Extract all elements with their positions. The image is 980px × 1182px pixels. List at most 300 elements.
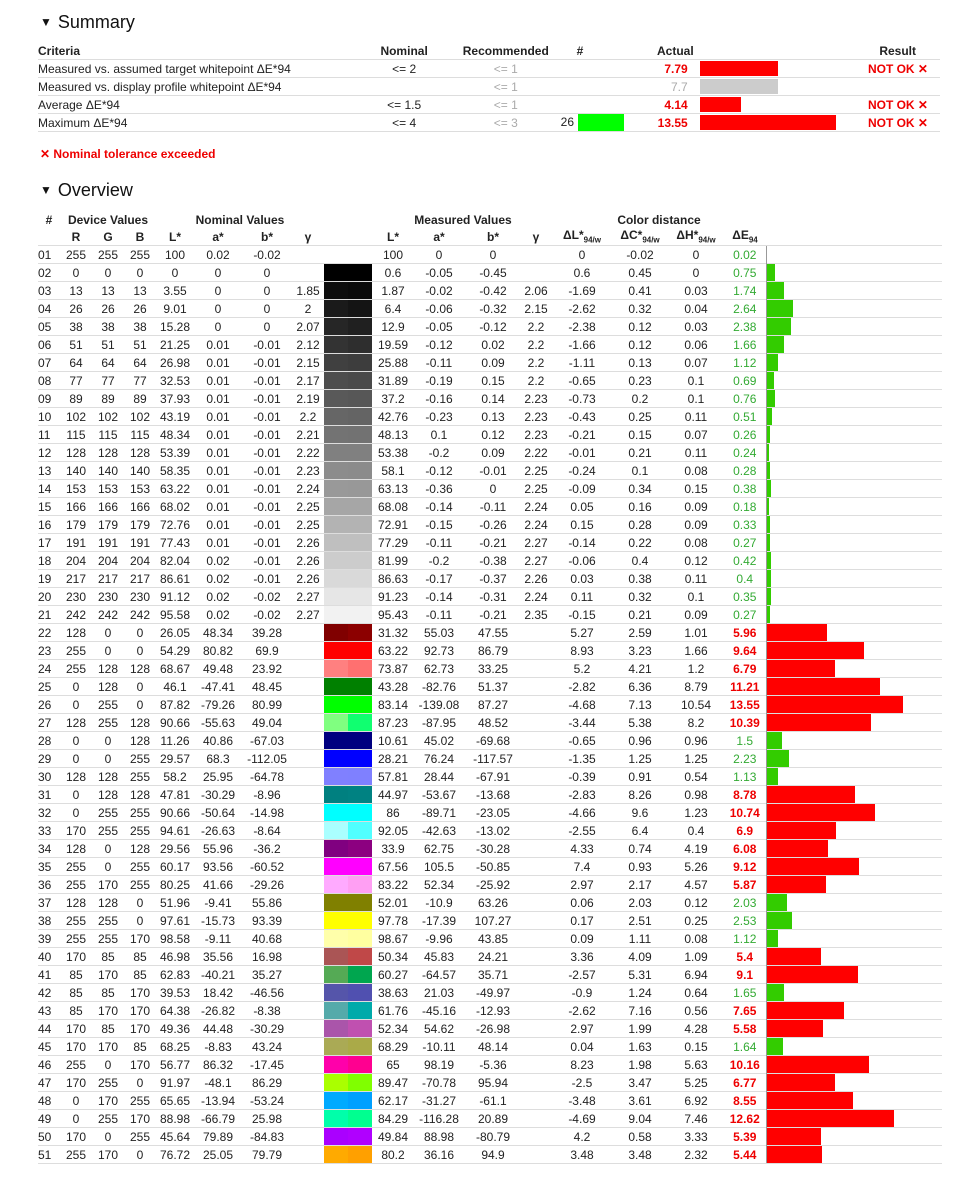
patch-num: 46 — [38, 1056, 60, 1074]
nominal-a-cell: -50.64 — [194, 804, 242, 822]
measured-gamma-cell — [520, 696, 552, 714]
color-swatch — [324, 732, 374, 750]
delta-e-bar — [767, 354, 778, 371]
patch-num: 41 — [38, 966, 60, 984]
nominal-l-cell: 37.93 — [156, 390, 194, 408]
delta-h-cell: 0.03 — [668, 282, 724, 300]
measured-b-cell: 48.14 — [466, 1038, 520, 1056]
delta-h-cell: 0.09 — [668, 606, 724, 624]
measured-l-cell: 86.63 — [374, 570, 412, 588]
delta-e-cell: 6.77 — [724, 1074, 766, 1092]
delta-e-bar-cell — [766, 1110, 942, 1128]
table-row — [38, 336, 942, 354]
nominal-l-cell: 94.61 — [156, 822, 194, 840]
result-cell: NOT OK ✕ — [773, 60, 940, 78]
nominal-b-cell: 80.99 — [242, 696, 292, 714]
measured-b-cell: -0.38 — [466, 552, 520, 570]
measured-swatch — [348, 246, 372, 263]
nominal-l-cell: 80.25 — [156, 876, 194, 894]
delta-c-cell: 0.2 — [612, 390, 668, 408]
delta-l-cell: -0.39 — [552, 768, 612, 786]
nominal-l-cell: 29.56 — [156, 840, 194, 858]
delta-e-bar — [767, 390, 775, 407]
g-cell: 0 — [92, 732, 124, 750]
nominal-b-cell: -0.01 — [242, 444, 292, 462]
measured-gamma-cell: 2.27 — [520, 552, 552, 570]
nominal-swatch — [324, 732, 348, 749]
r-cell: 38 — [60, 318, 92, 336]
measured-swatch — [348, 1056, 372, 1073]
nominal-b-cell: -67.03 — [242, 732, 292, 750]
delta-e-bar-cell — [766, 768, 942, 786]
delta-e-bar-cell — [766, 246, 942, 264]
measured-a-cell: -0.11 — [412, 606, 466, 624]
nominal-l-cell: 53.39 — [156, 444, 194, 462]
nominal-swatch — [324, 894, 348, 911]
nominal-swatch — [324, 840, 348, 857]
delta-c-cell: 1.98 — [612, 1056, 668, 1074]
nominal-swatch — [324, 948, 348, 965]
table-row — [38, 354, 942, 372]
patch-num: 51 — [38, 1146, 60, 1164]
nominal-l-cell: 63.22 — [156, 480, 194, 498]
nominal-b-cell: -0.01 — [242, 570, 292, 588]
table-row — [38, 984, 942, 1002]
measured-l-cell: 65 — [374, 1056, 412, 1074]
g-cell: 89 — [92, 390, 124, 408]
measured-swatch — [348, 1146, 372, 1163]
measured-gamma-cell: 2.24 — [520, 498, 552, 516]
b-cell: 0 — [124, 912, 156, 930]
nominal-l-cell: 39.53 — [156, 984, 194, 1002]
delta-c-cell: 1.24 — [612, 984, 668, 1002]
delta-e-cell: 13.55 — [724, 696, 766, 714]
actual-bar-cell — [694, 78, 773, 96]
table-row — [38, 498, 942, 516]
actual-bar-cell — [694, 114, 773, 132]
nominal-l-cell: 68.67 — [156, 660, 194, 678]
delta-e-bar — [767, 804, 875, 821]
nominal-a-cell: 49.48 — [194, 660, 242, 678]
delta-e-cell: 1.5 — [724, 732, 766, 750]
delta-l-cell: -4.69 — [552, 1110, 612, 1128]
nominal-swatch — [324, 786, 348, 803]
patch-num: 47 — [38, 1074, 60, 1092]
nominal-a-cell: 0 — [194, 318, 242, 336]
measured-a-cell: 0.1 — [412, 426, 466, 444]
measured-l-cell: 58.1 — [374, 462, 412, 480]
delta-e-bar — [767, 1020, 823, 1037]
measured-l-cell: 73.87 — [374, 660, 412, 678]
patch-num: 44 — [38, 1020, 60, 1038]
r-cell: 255 — [60, 1056, 92, 1074]
r-cell: 170 — [60, 1038, 92, 1056]
measured-a-cell: 21.03 — [412, 984, 466, 1002]
delta-e-bar-cell — [766, 1146, 942, 1164]
nominal-swatch — [324, 372, 348, 389]
measured-l-cell: 80.2 — [374, 1146, 412, 1164]
measured-l-cell: 42.76 — [374, 408, 412, 426]
summary-row — [38, 78, 940, 96]
delta-e-bar-cell — [766, 732, 942, 750]
delta-e-cell: 0.26 — [724, 426, 766, 444]
g-cell: 0 — [92, 1128, 124, 1146]
measured-swatch — [348, 786, 372, 803]
delta-e-bar — [767, 570, 771, 587]
nominal-swatch — [324, 444, 348, 461]
nominal-swatch — [324, 516, 348, 533]
delta-h-cell: 6.92 — [668, 1092, 724, 1110]
delta-l-cell: 4.2 — [552, 1128, 612, 1146]
delta-e-bar — [767, 1128, 821, 1145]
delta-l-cell: -2.62 — [552, 300, 612, 318]
measured-a-cell: -0.16 — [412, 390, 466, 408]
measured-b-cell: -23.05 — [466, 804, 520, 822]
delta-e-cell: 7.65 — [724, 1002, 766, 1020]
g-cell: 170 — [92, 876, 124, 894]
measured-b-cell: 0.09 — [466, 354, 520, 372]
delta-e-cell: 6.79 — [724, 660, 766, 678]
delta-l-cell: 0.04 — [552, 1038, 612, 1056]
b-cell: 85 — [124, 966, 156, 984]
nominal-a-cell: -13.94 — [194, 1092, 242, 1110]
nominal-swatch — [324, 966, 348, 983]
recommended-header: Recommended — [462, 43, 549, 58]
delta-e-bar-cell — [766, 408, 942, 426]
patch-num: 49 — [38, 1110, 60, 1128]
color-swatch — [324, 948, 374, 966]
measured-l-cell: 68.29 — [374, 1038, 412, 1056]
delta-c-cell: 0.32 — [612, 588, 668, 606]
patch-num: 17 — [38, 534, 60, 552]
delta-e-bar-cell — [766, 678, 942, 696]
recommended-cell: <= 1 — [451, 96, 561, 114]
delta-e-cell: 9.12 — [724, 858, 766, 876]
delta-e-bar-cell — [766, 840, 942, 858]
nominal-b-cell: -8.38 — [242, 1002, 292, 1020]
nominal-l-cell: 88.98 — [156, 1110, 194, 1128]
b-cell: 170 — [124, 1056, 156, 1074]
nominal-a-cell: 0.01 — [194, 444, 242, 462]
measured-b-cell: -0.26 — [466, 516, 520, 534]
delta-e-header: $\Delta E_{94}$ — [732, 228, 758, 245]
delta-l-cell: -0.09 — [552, 480, 612, 498]
measured-a-cell: -31.27 — [412, 1092, 466, 1110]
measured-a-cell: -0.02 — [412, 282, 466, 300]
color-swatch — [324, 1038, 374, 1056]
delta-c-cell: 0.91 — [612, 768, 668, 786]
g-header: G — [103, 229, 113, 244]
r-cell: 128 — [60, 894, 92, 912]
b-cell: 128 — [124, 840, 156, 858]
nominal-l-header: L* — [169, 229, 181, 244]
b-cell: 0 — [124, 894, 156, 912]
nominal-l-cell: 48.34 — [156, 426, 194, 444]
nominal-swatch — [324, 552, 348, 569]
patch-num: 18 — [38, 552, 60, 570]
nominal-b-cell: -8.64 — [242, 822, 292, 840]
delta-h-cell: 6.94 — [668, 966, 724, 984]
b-cell: 0 — [124, 624, 156, 642]
nominal-l-cell: 62.83 — [156, 966, 194, 984]
measured-b-cell: -0.12 — [466, 318, 520, 336]
delta-e-bar-cell — [766, 804, 942, 822]
overview-heading[interactable]: ▼ Overview — [40, 180, 133, 200]
b-cell: 170 — [124, 930, 156, 948]
nominal-a-cell: 0.02 — [194, 606, 242, 624]
measured-b-cell: 43.85 — [466, 930, 520, 948]
nominal-b-cell: 40.68 — [242, 930, 292, 948]
delta-l-cell: -0.01 — [552, 444, 612, 462]
delta-h-cell: 3.33 — [668, 1128, 724, 1146]
nominal-b-header: b* — [261, 229, 273, 244]
measured-swatch — [348, 840, 372, 857]
nominal-b-cell: 16.98 — [242, 948, 292, 966]
nominal-a-cell: 93.56 — [194, 858, 242, 876]
nominal-b-cell: 0 — [242, 318, 292, 336]
nominal-a-cell: 18.42 — [194, 984, 242, 1002]
nominal-l-cell: 26.98 — [156, 354, 194, 372]
nominal-a-cell: 0.01 — [194, 462, 242, 480]
nominal-gamma-cell — [292, 660, 324, 678]
table-row — [38, 624, 942, 642]
nominal-l-cell: 3.55 — [156, 282, 194, 300]
measured-l-cell: 95.43 — [374, 606, 412, 624]
r-cell: 255 — [60, 246, 92, 264]
nominal-swatch — [324, 282, 348, 299]
measured-swatch — [348, 462, 372, 479]
delta-h-cell: 0.25 — [668, 912, 724, 930]
measured-b-header: b* — [487, 229, 499, 244]
delta-h-cell: 7.46 — [668, 1110, 724, 1128]
measured-b-cell: -49.97 — [466, 984, 520, 1002]
b-cell: 230 — [124, 588, 156, 606]
nominal-gamma-header: γ — [304, 229, 312, 244]
measured-b-cell: -0.37 — [466, 570, 520, 588]
g-cell: 230 — [92, 588, 124, 606]
recommended-cell: <= 3 — [451, 114, 561, 132]
g-cell: 128 — [92, 678, 124, 696]
delta-e-bar — [767, 282, 784, 299]
nominal-l-cell: 72.76 — [156, 516, 194, 534]
nominal-swatch — [324, 570, 348, 587]
nominal-a-cell: -15.73 — [194, 912, 242, 930]
patch-num: 27 — [38, 714, 60, 732]
measured-gamma-cell: 2.06 — [520, 282, 552, 300]
measured-gamma-header: γ — [532, 229, 540, 244]
nominal-swatch — [324, 300, 348, 317]
color-swatch — [324, 534, 374, 552]
patch-num: 28 — [38, 732, 60, 750]
measured-swatch — [348, 606, 372, 623]
delta-l-cell: -2.55 — [552, 822, 612, 840]
delta-l-cell: -0.73 — [552, 390, 612, 408]
delta-e-bar — [767, 1002, 844, 1019]
color-swatch — [324, 390, 374, 408]
measured-l-cell: 68.08 — [374, 498, 412, 516]
nominal-l-cell: 21.25 — [156, 336, 194, 354]
criteria-cell: Maximum ΔE*94 — [38, 114, 357, 132]
nominal-gamma-cell: 2.17 — [292, 372, 324, 390]
color-swatch — [324, 1020, 374, 1038]
delta-e-bar — [767, 660, 835, 677]
delta-e-bar — [767, 840, 828, 857]
criteria-cell: Measured vs. assumed target whitepoint ΔE*94 — [38, 60, 357, 78]
nominal-l-cell: 58.2 — [156, 768, 194, 786]
delta-e-bar — [767, 750, 789, 767]
nominal-l-cell: 68.02 — [156, 498, 194, 516]
overview-table — [38, 211, 942, 1164]
measured-a-cell: -0.15 — [412, 516, 466, 534]
measured-l-cell: 97.78 — [374, 912, 412, 930]
nominal-l-cell: 32.53 — [156, 372, 194, 390]
delta-e-bar-cell — [766, 372, 942, 390]
measured-a-cell: -82.76 — [412, 678, 466, 696]
patch-num: 50 — [38, 1128, 60, 1146]
delta-e-bar-cell — [766, 822, 942, 840]
delta-c-cell: 0.21 — [612, 444, 668, 462]
nominal-l-cell: 90.66 — [156, 804, 194, 822]
table-row — [38, 1074, 942, 1092]
nominal-l-cell: 90.66 — [156, 714, 194, 732]
nominal-l-cell: 68.25 — [156, 1038, 194, 1056]
measured-swatch — [348, 876, 372, 893]
delta-e-bar-cell — [766, 498, 942, 516]
collapse-triangle-icon[interactable]: ▼ — [40, 15, 52, 29]
measured-b-cell: 0 — [466, 480, 520, 498]
measured-a-cell: 62.73 — [412, 660, 466, 678]
delta-e-cell: 5.96 — [724, 624, 766, 642]
measured-a-cell: 76.24 — [412, 750, 466, 768]
r-cell: 255 — [60, 1146, 92, 1164]
table-row — [38, 390, 942, 408]
delta-l-cell: 0.06 — [552, 894, 612, 912]
delta-l-cell: -0.06 — [552, 552, 612, 570]
nominal-a-cell: 0 — [194, 300, 242, 318]
delta-e-bar — [767, 1110, 894, 1127]
delta-c-cell: 0.21 — [612, 606, 668, 624]
measured-swatch — [348, 372, 372, 389]
nominal-swatch — [324, 678, 348, 695]
measured-a-cell: -0.05 — [412, 264, 466, 282]
nominal-b-cell: -0.02 — [242, 606, 292, 624]
nominal-gamma-cell: 1.85 — [292, 282, 324, 300]
r-cell: 0 — [60, 264, 92, 282]
r-cell: 170 — [60, 948, 92, 966]
nominal-swatch — [324, 984, 348, 1001]
measured-a-cell: -0.2 — [412, 552, 466, 570]
measured-gamma-cell — [520, 624, 552, 642]
g-cell: 170 — [92, 1038, 124, 1056]
delta-l-cell: -2.62 — [552, 1002, 612, 1020]
delta-e-bar — [767, 678, 880, 695]
table-row — [38, 768, 942, 786]
delta-l-cell: 0.09 — [552, 930, 612, 948]
measured-gamma-cell — [520, 1146, 552, 1164]
nominal-gamma-cell — [292, 1092, 324, 1110]
nominal-a-cell: 0.01 — [194, 408, 242, 426]
g-cell: 128 — [92, 768, 124, 786]
delta-c-cell: 6.4 — [612, 822, 668, 840]
measured-l-cell: 38.63 — [374, 984, 412, 1002]
delta-c-cell: 0.28 — [612, 516, 668, 534]
g-cell: 38 — [92, 318, 124, 336]
measured-gamma-cell — [520, 912, 552, 930]
delta-e-bar — [767, 408, 772, 425]
nominal-b-cell: -0.01 — [242, 462, 292, 480]
nominal-swatch — [324, 1038, 348, 1055]
g-cell: 170 — [92, 1092, 124, 1110]
delta-e-cell: 1.65 — [724, 984, 766, 1002]
measured-b-cell: 48.52 — [466, 714, 520, 732]
delta-c-cell: 4.09 — [612, 948, 668, 966]
g-cell: 166 — [92, 498, 124, 516]
delta-c-cell: 0.13 — [612, 354, 668, 372]
measured-swatch — [348, 912, 372, 929]
delta-e-cell: 6.9 — [724, 822, 766, 840]
measured-gamma-cell: 2.2 — [520, 336, 552, 354]
delta-e-bar-cell — [766, 570, 942, 588]
r-cell: 170 — [60, 1128, 92, 1146]
r-cell: 170 — [60, 1020, 92, 1038]
measured-b-cell: 35.71 — [466, 966, 520, 984]
summary-heading[interactable]: ▼ Summary — [40, 12, 135, 32]
measured-l-cell: 92.05 — [374, 822, 412, 840]
delta-e-bar-cell — [766, 336, 942, 354]
nominal-l-cell: 77.43 — [156, 534, 194, 552]
delta-c-cell: 7.13 — [612, 696, 668, 714]
measured-swatch — [348, 966, 372, 983]
color-swatch — [324, 768, 374, 786]
b-cell: 26 — [124, 300, 156, 318]
nominal-gamma-cell: 2.26 — [292, 552, 324, 570]
delta-e-bar-cell — [766, 750, 942, 768]
delta-e-bar-cell — [766, 876, 942, 894]
r-cell: 128 — [60, 714, 92, 732]
b-cell: 0 — [124, 696, 156, 714]
result-header: Result — [879, 43, 916, 58]
collapse-triangle-icon[interactable]: ▼ — [40, 183, 52, 197]
delta-c-cell: 0.23 — [612, 372, 668, 390]
nominal-l-cell: 87.82 — [156, 696, 194, 714]
delta-e-cell: 5.58 — [724, 1020, 766, 1038]
delta-e-bar — [767, 534, 770, 551]
b-cell: 128 — [124, 714, 156, 732]
nominal-gamma-cell — [292, 264, 324, 282]
r-cell: 85 — [60, 984, 92, 1002]
nominal-b-cell: -30.29 — [242, 1020, 292, 1038]
delta-c-cell: 9.04 — [612, 1110, 668, 1128]
delta-e-bar-cell — [766, 966, 942, 984]
delta-e-cell: 0.33 — [724, 516, 766, 534]
nominal-l-cell: 15.28 — [156, 318, 194, 336]
color-swatch — [324, 336, 374, 354]
table-row — [38, 480, 942, 498]
b-cell: 255 — [124, 858, 156, 876]
nominal-swatch — [324, 858, 348, 875]
delta-c-cell: 0.41 — [612, 282, 668, 300]
delta-e-cell: 10.74 — [724, 804, 766, 822]
delta-e-cell: 1.66 — [724, 336, 766, 354]
b-cell: 191 — [124, 534, 156, 552]
measured-gamma-cell — [520, 660, 552, 678]
recommended-cell: <= 1 — [451, 78, 561, 96]
delta-e-bar — [767, 372, 774, 389]
measured-swatch — [348, 588, 372, 605]
nominal-gamma-cell — [292, 1110, 324, 1128]
nominal-b-cell: -0.01 — [242, 516, 292, 534]
table-row — [38, 1002, 942, 1020]
